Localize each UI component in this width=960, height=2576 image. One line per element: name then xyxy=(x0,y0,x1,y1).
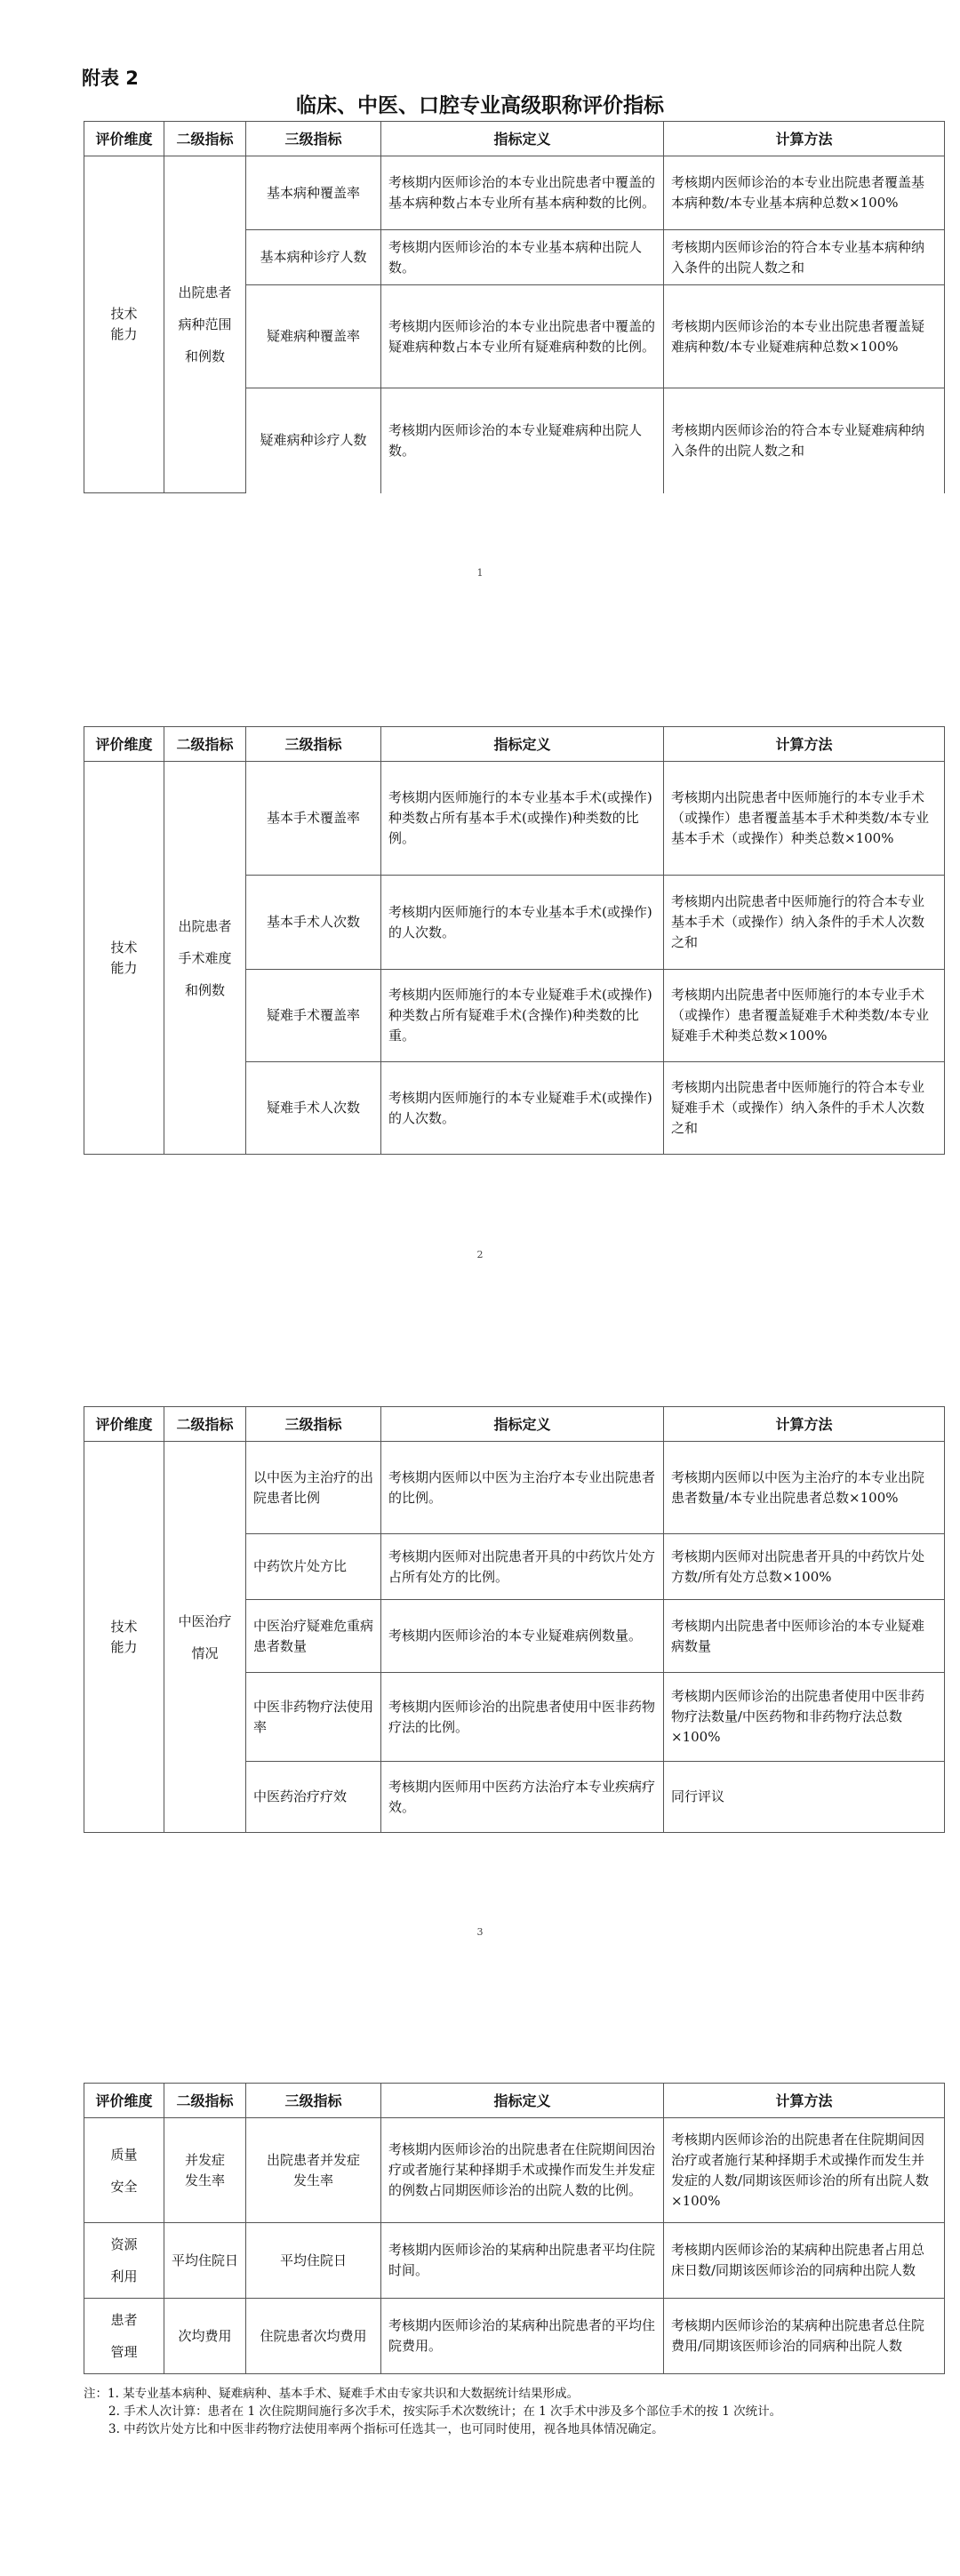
footnotes xyxy=(84,2385,944,2438)
table-row xyxy=(84,156,945,230)
tertiary-cell: 平均住院日 xyxy=(246,2223,381,2299)
document-title: 临床、中医、口腔专业高级职称评价指标 xyxy=(296,94,664,117)
tertiary-cell: 中医治疗疑难危重病患者数量 xyxy=(246,1600,381,1673)
table-header-row xyxy=(84,727,945,762)
definition-cell: 考核期内医师以中医为主治疗本专业出院患者的比例。 xyxy=(381,1442,664,1534)
tertiary-cell: 疑难病种覆盖率 xyxy=(246,285,381,388)
header-method: 计算方法 xyxy=(664,2084,945,2118)
tertiary-cell: 基本病种诊疗人数 xyxy=(246,230,381,285)
header-secondary: 二级指标 xyxy=(164,122,246,156)
table-row xyxy=(84,2299,945,2374)
dimension-cell: 资源 利用 xyxy=(84,2223,164,2299)
header-secondary: 二级指标 xyxy=(164,2084,246,2118)
dimension-cell: 患者 管理 xyxy=(84,2299,164,2374)
method-cell: 考核期内医师诊治的出院患者在住院期间因治疗或者施行某种择期手术或操作而发生并发症的人数/同期该医师诊治的所有出院人数×100% xyxy=(664,2118,945,2223)
tertiary-cell: 疑难手术人次数 xyxy=(246,1062,381,1155)
table-quality-resource xyxy=(84,2083,945,2374)
definition-cell: 考核期内医师施行的本专业基本手术(或操作)的人次数。 xyxy=(381,876,664,970)
method-cell: 考核期内医师诊治的某病种出院患者总住院费用/同期该医师诊治的同病种出院人数 xyxy=(664,2299,945,2374)
header-definition: 指标定义 xyxy=(381,122,664,156)
secondary-cell: 平均住院日 xyxy=(164,2223,246,2299)
tertiary-cell: 中医药治疗疗效 xyxy=(246,1762,381,1833)
footnote-3: 3. 中药饮片处方比和中医非药物疗法使用率两个指标可任选其一，也可同时使用，视各地具体情况确定。 xyxy=(108,2422,664,2436)
tertiary-cell: 疑难病种诊疗人数 xyxy=(246,388,381,493)
secondary-cell: 次均费用 xyxy=(164,2299,246,2374)
method-cell: 考核期内出院患者中医师施行的本专业手术（或操作）患者覆盖疑难手术种类数/本专业疑难手术种类总数×100% xyxy=(664,970,945,1062)
method-cell: 考核期内出院患者中医师诊治的本专业疑难病数量 xyxy=(664,1600,945,1673)
table-surgery-difficulty xyxy=(84,726,945,1155)
annex-label: 附表 2 xyxy=(82,68,139,89)
method-cell: 考核期内医师诊治的本专业出院患者覆盖基本病种数/本专业基本病种总数×100% xyxy=(664,156,945,230)
table-disease-scope xyxy=(84,121,945,493)
table-header-row xyxy=(84,122,945,156)
table-tcm-treatment xyxy=(84,1406,945,1833)
page-number: 1 xyxy=(476,567,484,579)
method-cell: 考核期内医师以中医为主治疗的本专业出院患者数量/本专业出院患者总数×100% xyxy=(664,1442,945,1534)
footnote-2: 2. 手术人次计算：患者在 1 次住院期间施行多次手术，按实际手术次数统计；在 1 次手术中涉及多个部位手术的按 1 次统计。 xyxy=(108,2404,782,2419)
tertiary-cell: 住院患者次均费用 xyxy=(246,2299,381,2374)
header-tertiary: 三级指标 xyxy=(246,727,381,762)
table-row xyxy=(84,2223,945,2299)
table-row xyxy=(84,1442,945,1534)
method-cell: 考核期内出院患者中医师施行的本专业手术（或操作）患者覆盖基本手术种类数/本专业基本手术（或操作）种类总数×100% xyxy=(664,762,945,876)
header-tertiary: 三级指标 xyxy=(246,1407,381,1442)
definition-cell: 考核期内医师诊治的本专业出院患者中覆盖的疑难病种数占本专业所有疑难病种数的比例。 xyxy=(381,285,664,388)
header-tertiary: 三级指标 xyxy=(246,2084,381,2118)
definition-cell: 考核期内医师施行的本专业基本手术(或操作)种类数占所有基本手术(或操作)种类数的比例。 xyxy=(381,762,664,876)
definition-cell: 考核期内医师诊治的某病种出院患者的平均住院费用。 xyxy=(381,2299,664,2374)
header-dimension: 评价维度 xyxy=(84,122,164,156)
dimension-cell: 技术 能力 xyxy=(84,762,164,1155)
tertiary-cell: 中医非药物疗法使用率 xyxy=(246,1673,381,1762)
method-cell: 同行评议 xyxy=(664,1762,945,1833)
tertiary-cell: 以中医为主治疗的出院患者比例 xyxy=(246,1442,381,1534)
tertiary-cell: 基本手术覆盖率 xyxy=(246,762,381,876)
definition-cell: 考核期内医师诊治的出院患者使用中医非药物疗法的比例。 xyxy=(381,1673,664,1762)
dimension-cell: 技术 能力 xyxy=(84,1442,164,1833)
dimension-cell: 技术 能力 xyxy=(84,156,164,493)
table-row xyxy=(84,2118,945,2223)
definition-cell: 考核期内医师诊治的出院患者在住院期间因治疗或者施行某种择期手术或操作而发生并发症的例数占同期医师诊治的出院人数的比例。 xyxy=(381,2118,664,2223)
method-cell: 考核期内医师诊治的符合本专业疑难病种纳入条件的出院人数之和 xyxy=(664,388,945,493)
definition-cell: 考核期内医师诊治的本专业出院患者中覆盖的基本病种数占本专业所有基本病种数的比例。 xyxy=(381,156,664,230)
tertiary-cell: 基本病种覆盖率 xyxy=(246,156,381,230)
header-dimension: 评价维度 xyxy=(84,2084,164,2118)
definition-cell: 考核期内医师对出院患者开具的中药饮片处方占所有处方的比例。 xyxy=(381,1534,664,1600)
header-tertiary: 三级指标 xyxy=(246,122,381,156)
page-number: 2 xyxy=(476,1249,484,1260)
header-method: 计算方法 xyxy=(664,122,945,156)
header-definition: 指标定义 xyxy=(381,1407,664,1442)
method-cell: 考核期内出院患者中医师施行的符合本专业基本手术（或操作）纳入条件的手术人次数之和 xyxy=(664,876,945,970)
definition-cell: 考核期内医师诊治的某病种出院患者平均住院时间。 xyxy=(381,2223,664,2299)
secondary-cell: 并发症 发生率 xyxy=(164,2118,246,2223)
tertiary-cell: 基本手术人次数 xyxy=(246,876,381,970)
method-cell: 考核期内医师诊治的符合本专业基本病种纳入条件的出院人数之和 xyxy=(664,230,945,285)
method-cell: 考核期内医师诊治的出院患者使用中医非药物疗法数量/中医药物和非药物疗法总数×100% xyxy=(664,1673,945,1762)
footnote-1: 注：1. 某专业基本病种、疑难病种、基本手术、疑难手术由专家共识和大数据统计结果形成。 xyxy=(84,2387,580,2401)
secondary-cell: 出院患者 手术难度 和例数 xyxy=(164,762,246,1155)
tertiary-cell: 出院患者并发症 发生率 xyxy=(246,2118,381,2223)
page-number: 3 xyxy=(476,1926,484,1938)
secondary-cell: 中医治疗 情况 xyxy=(164,1442,246,1833)
header-secondary: 二级指标 xyxy=(164,1407,246,1442)
header-secondary: 二级指标 xyxy=(164,727,246,762)
table-header-row xyxy=(84,1407,945,1442)
definition-cell: 考核期内医师施行的本专业疑难手术(或操作)的人次数。 xyxy=(381,1062,664,1155)
table-row xyxy=(84,762,945,876)
tertiary-cell: 疑难手术覆盖率 xyxy=(246,970,381,1062)
method-cell: 考核期内医师诊治的某病种出院患者占用总床日数/同期该医师诊治的同病种出院人数 xyxy=(664,2223,945,2299)
secondary-cell: 出院患者 病种范围 和例数 xyxy=(164,156,246,493)
header-method: 计算方法 xyxy=(664,1407,945,1442)
method-cell: 考核期内医师对出院患者开具的中药饮片处方数/所有处方总数×100% xyxy=(664,1534,945,1600)
dimension-cell: 质量 安全 xyxy=(84,2118,164,2223)
method-cell: 考核期内医师诊治的本专业出院患者覆盖疑难病种数/本专业疑难病种总数×100% xyxy=(664,285,945,388)
tertiary-cell: 中药饮片处方比 xyxy=(246,1534,381,1600)
definition-cell: 考核期内医师诊治的本专业基本病种出院人数。 xyxy=(381,230,664,285)
method-cell: 考核期内出院患者中医师施行的符合本专业疑难手术（或操作）纳入条件的手术人次数之和 xyxy=(664,1062,945,1155)
header-definition: 指标定义 xyxy=(381,727,664,762)
definition-cell: 考核期内医师诊治的本专业疑难病例数量。 xyxy=(381,1600,664,1673)
header-dimension: 评价维度 xyxy=(84,727,164,762)
header-dimension: 评价维度 xyxy=(84,1407,164,1442)
header-method: 计算方法 xyxy=(664,727,945,762)
definition-cell: 考核期内医师诊治的本专业疑难病种出院人数。 xyxy=(381,388,664,493)
definition-cell: 考核期内医师用中医药方法治疗本专业疾病疗效。 xyxy=(381,1762,664,1833)
table-header-row xyxy=(84,2084,945,2118)
header-definition: 指标定义 xyxy=(381,2084,664,2118)
definition-cell: 考核期内医师施行的本专业疑难手术(或操作)种类数占所有疑难手术(含操作)种类数的比重。 xyxy=(381,970,664,1062)
